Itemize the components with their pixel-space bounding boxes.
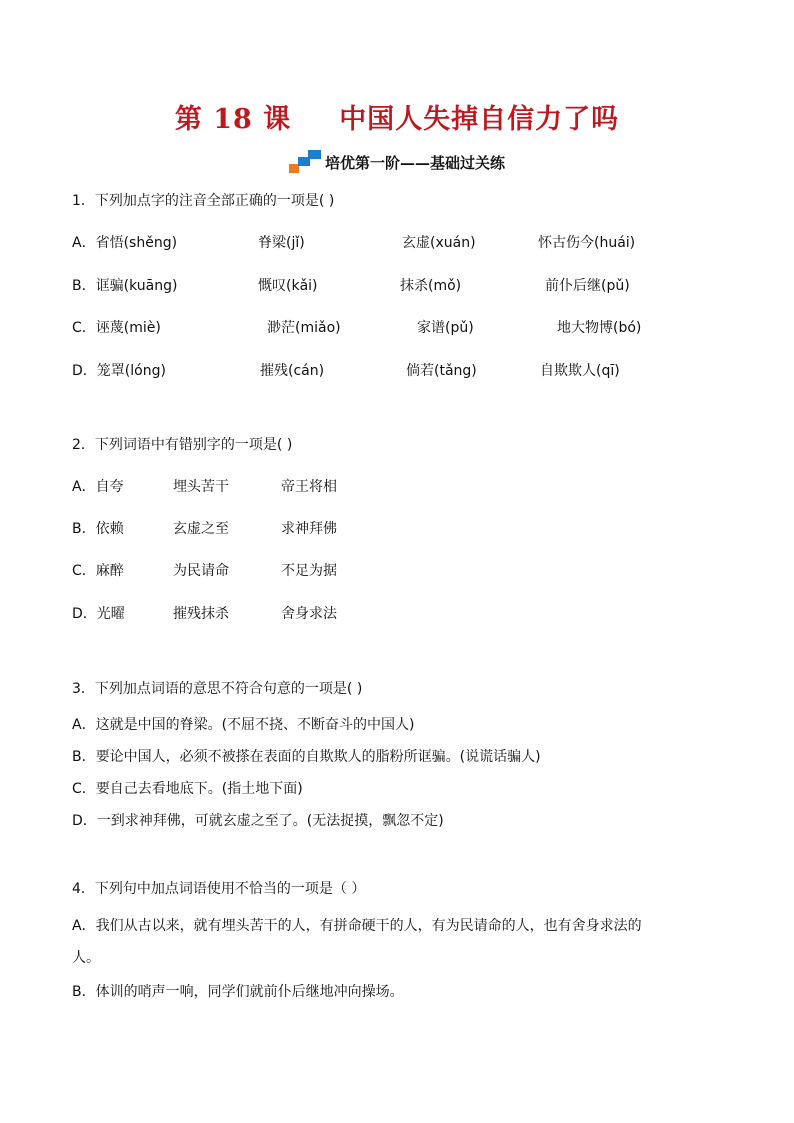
question-3-option-a: A．这就是中国的脊梁。(不屈不挠、不断奋斗的中国人) <box>72 717 415 733</box>
section-heading-text: 培优第一阶——基础过关练 <box>324 153 505 172</box>
lesson-number: 第 18 课 <box>174 104 292 135</box>
question-4-stem: 4．下列句中加点词语使用不恰当的一项是（ ） <box>72 881 366 897</box>
lesson-name: 中国人失掉自信力了吗 <box>339 104 620 135</box>
question-4-option-b: B．体训的哨声一响，同学们就前仆后继地冲向操场。 <box>72 984 404 1000</box>
question-3-option-d: D．一到求神拜佛，可就玄虚之至了。(无法捉摸，飘忽不定) <box>72 813 444 829</box>
page-title <box>0 97 794 136</box>
question-3-option-b: B．要论中国人，必须不被搽在表面的自欺欺人的脂粉所诓骗。(说谎话骗人) <box>72 749 541 765</box>
question-3-stem: 3．下列加点词语的意思不符合句意的一项是( ) <box>72 681 363 697</box>
stairs-icon <box>289 150 323 174</box>
question-3-option-c: C．要自己去看地底下。(指土地下面) <box>72 781 303 797</box>
section-heading <box>0 150 794 178</box>
question-1-stem: 1．下列加点字的注音全部正确的一项是( ) <box>72 193 335 209</box>
question-2-stem: 2．下列词语中有错别字的一项是( ) <box>72 437 293 453</box>
